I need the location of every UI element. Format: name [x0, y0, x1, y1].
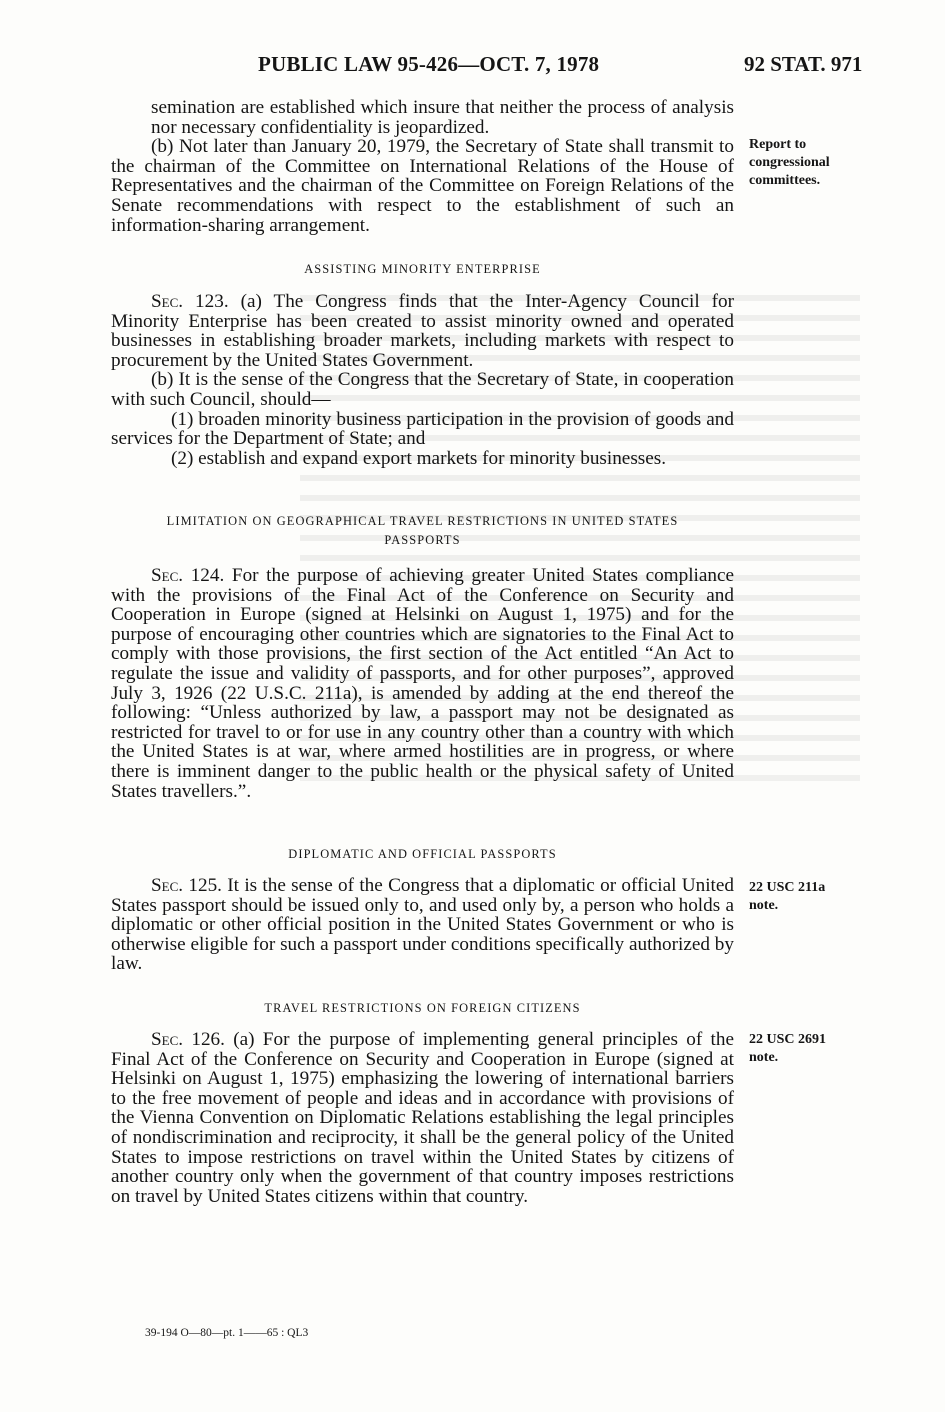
paragraph-continuation: semination are established which insure that neither the process of analysis nor necessary confidentiality is jeopardized. [151, 97, 734, 138]
heading-travel-restrictions-passports: LIMITATION ON GEOGRAPHICAL TRAVEL RESTRICTIONS IN UNITED STATES PASSPORTS [166, 514, 679, 547]
section-123-b-1: (1) broaden minority business participation in the provision of goods and services for the Department of State; and [111, 408, 734, 450]
sec-label: Sec. [151, 875, 184, 896]
section-125 [111, 876, 734, 974]
margin-note-22-usc-2691: 22 USC 2691 note. [749, 1032, 827, 1065]
print-code-footer: 39-194 O—80—pt. 1——65 : QL3 [145, 1327, 309, 1339]
sec-label: Sec. [151, 291, 184, 312]
section-126 [111, 1030, 734, 1206]
sec-label: Sec. [151, 1029, 184, 1050]
heading-travel-restrictions-foreign-citizens: TRAVEL RESTRICTIONS ON FOREIGN CITIZENS [264, 1001, 581, 1015]
sec-label: Sec. [151, 565, 184, 586]
margin-note-22-usc-211a: 22 USC 211a note. [749, 880, 826, 913]
section-124 [111, 566, 734, 801]
section-124-text: Sec. 124. For the purpose of achieving greater United States compliance with the provisions of the Final Act of the Conference on Security and Cooperation in Europe (signed at Helsinki on August 1, 1975) and for the purpose of encouraging other countries which are signatories to the Final Act to comply with those provisions, the first section of the Act entitled “An Act to regulate the issue and validity of passports, and for other purposes”, approved July 3, 1926 (22 U.S.C. 211a), is amended by adding at the end thereof the following: “Unless authorized by law, a passport may not be designated as restricted for travel to or for use in any country other than a country with which the United States is at war, where armed hostilities are in progress, or where there is imminent danger to the public health or the physical safety of United States travellers.”. [111, 565, 734, 802]
section-123-b: (b) It is the sense of the Congress that the Secretary of State, in cooperation with such Council, should— [111, 369, 734, 410]
section-123-b-2: (2) establish and expand export markets for minority businesses. [171, 447, 667, 469]
continued-paragraph [111, 98, 734, 235]
margin-note-report: Report to congressional committees. [749, 137, 830, 188]
heading-assisting-minority-enterprise: ASSISTING MINORITY ENTERPRISE [304, 262, 541, 276]
section-126-a: Sec. 126. (a) For the purpose of implementing general principles of the Final Act of the Conference on Security and Cooperation in Europe (signed at Helsinki on August 1, 1975) emphasizing the lowering of international barriers to the free movement of people and ideas and in accordance with provisions of the Vienna Convention on Diplomatic Relations establishing the legal principles of nondiscrimination and reciprocity, it shall be the general policy of the United States to impose restrictions on travel within the United States by citizens of another country only when the government of that country imposes restrictions on travel by United States citizens within that country. [111, 1029, 734, 1207]
section-123 [111, 292, 734, 468]
paragraph-121b: (b) Not later than January 20, 1979, the Secretary of State shall transmit to the chairman of the Committee on International Relations of the House of Representatives and the chairman of the Committee on Foreign Relations of the Senate recommendations with respect to the establishment of such an information-sharing arrangement. [111, 136, 734, 236]
page-header-stat: 92 STAT. 971 [744, 52, 863, 76]
section-125-text: Sec. 125. It is the sense of the Congress that a diplomatic or official United States passport should be issued only to, and used only by, a person who holds a diplomatic or other official position in the United States Government or who is otherwise eligible for such a passport under conditions specifically authorized by law. [111, 875, 734, 975]
page-header-title: PUBLIC LAW 95-426—OCT. 7, 1978 [258, 52, 600, 76]
section-123-a: Sec. 123. (a) The Congress finds that the Inter-Agency Council for Minority Enterprise has been created to assist minority owned and operated businesses in establishing broader markets, including markets with respect to procurement by the United States Government. [111, 291, 734, 371]
heading-diplomatic-official-passports: DIPLOMATIC AND OFFICIAL PASSPORTS [288, 847, 557, 861]
